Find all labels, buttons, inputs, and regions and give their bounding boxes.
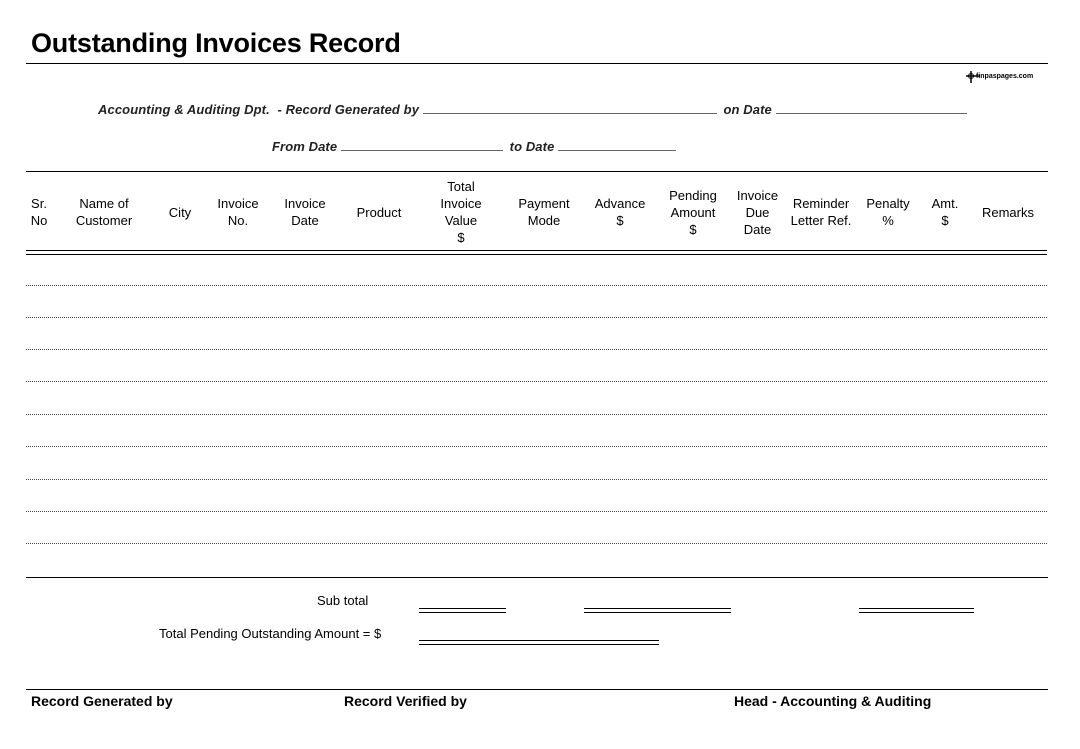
column-header	[420, 176, 502, 248]
column-header-line: Pending	[669, 187, 717, 203]
column-header	[857, 176, 919, 248]
column-header	[730, 176, 785, 248]
column-header-line: Invoice	[736, 187, 779, 203]
from-date-field[interactable]	[341, 140, 503, 151]
column-header	[786, 176, 856, 248]
column-header-line: $	[457, 230, 465, 245]
column-header	[340, 176, 418, 248]
table-row[interactable]	[26, 479, 1047, 480]
logo	[966, 70, 1046, 86]
column-header-line: Product	[356, 204, 402, 220]
column-header-line: City	[168, 204, 192, 220]
subtotal-pending-field[interactable]	[584, 608, 731, 613]
record-generated-line	[98, 102, 967, 117]
column-header-line: Due	[745, 204, 770, 220]
footer-verified-by: Record Verified by	[344, 693, 467, 709]
column-header	[208, 176, 268, 248]
column-header-line: Customer	[75, 213, 133, 228]
from-date-label: From Date	[272, 139, 338, 154]
table-row[interactable]	[26, 285, 1047, 286]
column-header-line: Penalty	[866, 196, 910, 211]
dept-label: Accounting & Auditing Dpt.	[98, 102, 270, 117]
table-row[interactable]	[26, 543, 1047, 544]
footer-generated-by: Record Generated by	[31, 693, 173, 709]
table-row[interactable]	[26, 349, 1047, 350]
column-header-line: Sr.	[31, 196, 47, 211]
column-header-line: Advance	[594, 196, 646, 211]
column-header	[272, 176, 338, 248]
column-header-line: Value	[444, 213, 478, 228]
table-row[interactable]	[26, 414, 1047, 415]
on-date-label: on Date	[723, 102, 772, 117]
total-pending-label: Total Pending Outstanding Amount = $	[159, 626, 382, 641]
column-header-line: Letter Ref.	[790, 213, 852, 228]
generated-by-label: - Record Generated by	[277, 102, 420, 117]
page-title: Outstanding Invoices Record	[31, 28, 401, 58]
generated-by-field[interactable]	[423, 103, 717, 114]
column-header-line: $	[941, 213, 949, 228]
column-header-line: %	[882, 213, 894, 228]
column-header-line: Invoice	[284, 196, 326, 211]
footer-rule	[26, 689, 1048, 690]
column-header	[585, 176, 655, 248]
column-header-line: Mode	[527, 213, 561, 228]
on-date-field[interactable]	[776, 103, 967, 114]
column-header-line: Payment	[518, 196, 570, 211]
subtotal-label: Sub total	[317, 593, 369, 608]
column-header-line: Amt.	[931, 196, 959, 211]
column-header-line: Remarks	[981, 204, 1034, 220]
column-header	[656, 176, 730, 248]
logo-text: finpaspages.com	[976, 73, 1034, 80]
column-header-line: $	[616, 213, 624, 228]
column-header	[505, 176, 583, 248]
column-header	[972, 176, 1044, 248]
table-row[interactable]	[26, 317, 1047, 318]
column-header-line: Invoice	[440, 196, 482, 211]
table-row[interactable]	[26, 381, 1047, 382]
header-double-rule	[26, 250, 1047, 255]
column-header-line: $	[689, 221, 697, 237]
column-header	[920, 176, 970, 248]
footer-head: Head - Accounting & Auditing	[734, 693, 932, 709]
to-date-field[interactable]	[558, 140, 676, 151]
table-row[interactable]	[26, 511, 1047, 512]
column-header	[26, 176, 52, 248]
column-header	[62, 176, 146, 248]
column-header-line: Amount	[670, 204, 716, 220]
title-rule	[26, 63, 1048, 64]
column-header-line: No.	[227, 213, 249, 228]
to-date-label: to Date	[509, 139, 555, 154]
table-row[interactable]	[26, 446, 1047, 447]
date-range-line	[272, 139, 676, 154]
column-header-line: No	[30, 213, 48, 228]
column-header	[155, 176, 205, 248]
total-pending-field[interactable]	[419, 640, 659, 645]
column-header-line: Invoice	[217, 196, 259, 211]
table-top-rule	[26, 171, 1048, 172]
column-header-line: Total	[447, 179, 475, 194]
table-bottom-rule	[26, 577, 1048, 578]
column-header-line: Name of	[79, 196, 129, 211]
column-header-line: Reminder	[792, 196, 850, 211]
column-header-line: Date	[743, 221, 772, 237]
subtotal-penalty-amt-field[interactable]	[859, 608, 974, 613]
subtotal-value-field[interactable]	[419, 608, 506, 613]
column-header-line: Date	[291, 213, 319, 228]
